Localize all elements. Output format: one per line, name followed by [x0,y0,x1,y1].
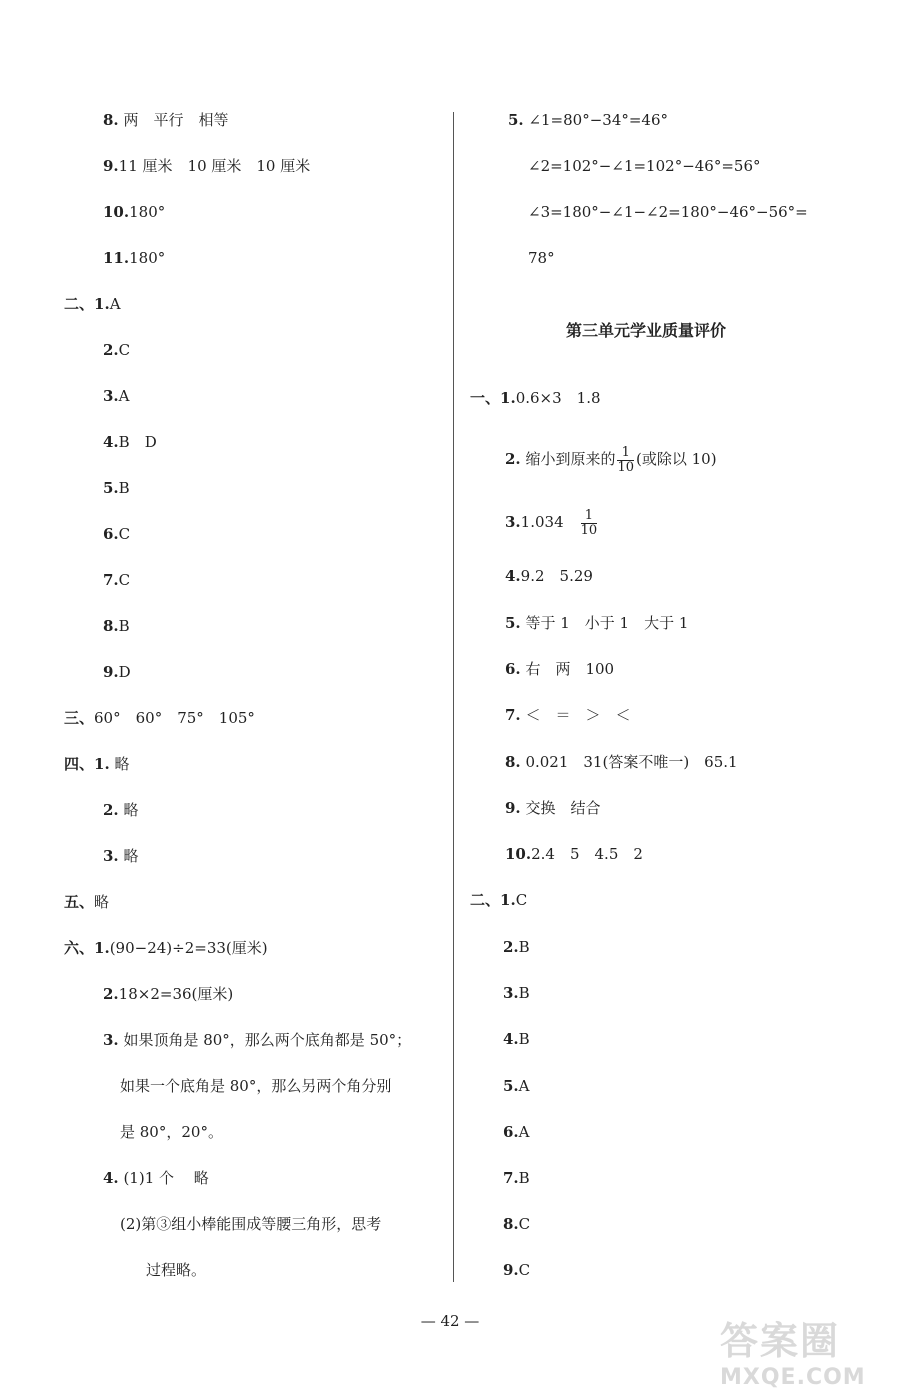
answer-text: 1.034 [520,513,579,531]
item-number: 9. [103,663,119,681]
item-number: 5. [508,111,524,129]
answer-text: ∠2=102°−∠1=102°−46°=56° [528,157,761,175]
section-marker: 五、 [64,893,95,911]
item-number: 9. [103,157,119,175]
answer-text: C [118,341,131,359]
answer-text: ＜ ＝ ＞ ＜ [520,706,631,724]
fraction-numerator: 1 [581,509,598,524]
answer-text: 2.4 5 4.5 2 [531,845,643,863]
item-number: 2. [103,801,119,819]
answer-line [64,938,268,958]
answer-text: C [515,891,528,909]
item-number: 1. [500,891,516,909]
answer-line [103,524,130,544]
answer-text: 等于 1 小于 1 大于 1 [520,614,689,632]
item-number: 9. [503,1261,519,1279]
answer-line [505,613,688,633]
answer-line [103,248,165,268]
answer-line [120,1076,391,1096]
item-number: 9. [505,799,521,817]
answer-text: B [518,938,530,956]
answer-text: 两 平行 相等 [118,111,229,129]
answer-text: C [518,1215,531,1233]
answer-text: A [118,387,130,405]
answer-line [103,478,130,498]
item-number: 2. [505,450,521,468]
answer-text: 9.2 5.29 [520,567,593,585]
answer-line [470,388,601,408]
item-number: 11. [103,249,130,267]
answer-text: C [118,525,131,543]
answer-text: ∠1=80°−34°=46° [523,111,669,129]
column-divider [453,112,454,1282]
section-marker: 六、 [64,939,95,957]
answer-line [505,444,717,475]
answer-text: (1)1 个 略 [118,1169,209,1187]
answer-line [103,984,233,1004]
answer-text: 11 厘米 10 厘米 10 厘米 [118,157,311,175]
answer-line [503,1029,530,1049]
item-number: 3. [503,984,519,1002]
section-marker: 三、 [64,709,95,727]
item-number: 6. [505,660,521,678]
answer-line [103,846,138,866]
answer-line [64,892,109,912]
answer-line [103,386,130,406]
item-number: 4. [103,1169,119,1187]
item-number: 4. [503,1030,519,1048]
answer-text: 如果顶角是 80°，那么两个底角都是 50°； [118,1031,412,1049]
answer-text: 18×2=36(厘米) [118,985,234,1003]
answer-line [505,798,600,818]
answer-line [503,1214,530,1234]
answer-line [505,705,630,725]
answer-line [103,156,310,176]
item-number: 5. [503,1077,519,1095]
answer-line [120,1122,223,1142]
answer-line [103,110,228,130]
answer-line [505,659,614,679]
answer-text: B [118,479,130,497]
section-marker: 四、 [64,755,95,773]
page-number: — 42 — [420,1312,480,1330]
item-number: 1. [94,755,110,773]
answer-line [103,616,130,636]
answer-line [503,937,530,957]
answer-text: 是 80°，20°。 [120,1123,223,1141]
fraction-denominator: 10 [617,459,634,475]
answer-line [528,202,808,222]
section-title: 第三单元学业质量评价 [566,321,727,340]
answer-text: A [518,1077,530,1095]
fraction [617,446,634,475]
answer-line [528,156,761,176]
answer-text: 交换 结合 [520,799,601,817]
answer-text: B [518,1169,530,1187]
item-number: 6. [103,525,119,543]
answer-line [146,1260,206,1280]
item-number: 8. [505,753,521,771]
item-number: 3. [103,1031,119,1049]
answer-text: (2)第③组小棒能围成等腰三角形，思考 [120,1215,382,1233]
answer-text: A [518,1123,530,1141]
item-number: 5. [103,479,119,497]
item-number: 8. [103,617,119,635]
answer-text: B D [118,433,157,451]
answer-text: 缩小到原来的 [520,450,616,468]
answer-line [103,800,138,820]
answer-line [470,890,527,910]
answer-line [103,1168,209,1188]
answer-text: (90−24)÷2=33(厘米) [109,939,268,957]
answer-text: ∠3=180°−∠1−∠2=180°−46°−56°= [528,203,808,221]
item-number: 10. [505,845,532,863]
item-number: 10. [103,203,130,221]
item-number: 7. [503,1169,519,1187]
answer-line [103,662,131,682]
answer-line [528,248,555,268]
answer-line [64,708,255,728]
fraction [581,509,598,538]
section-marker: 二、 [470,891,501,909]
fraction-numerator: 1 [617,446,634,461]
answer-text: 右 两 100 [520,660,615,678]
answer-text: B [118,617,130,635]
answer-text: B [518,1030,530,1048]
answer-text: B [518,984,530,1002]
section-marker: 一、 [470,389,501,407]
answer-text: 60° 60° 75° 105° [94,709,255,727]
item-number: 2. [503,938,519,956]
answer-line [503,1122,530,1142]
answer-line [64,294,121,314]
answer-line [503,983,530,1003]
answer-text: (或除以 10) [636,450,717,468]
answer-text: 略 [109,755,130,773]
item-number: 1. [500,389,516,407]
answer-text: D [118,663,131,681]
answer-text: 过程略。 [146,1261,207,1279]
item-number: 2. [103,341,119,359]
item-number: 3. [103,387,119,405]
answer-line [505,752,738,772]
item-number: 3. [505,513,521,531]
answer-line [64,754,129,774]
item-number: 7. [505,706,521,724]
answer-line [103,1030,411,1050]
item-number: 7. [103,571,119,589]
answer-text: 如果一个底角是 80°，那么另两个角分别 [120,1077,392,1095]
answer-line [103,432,157,452]
watermark-logo [720,1310,892,1390]
answer-text: C [518,1261,531,1279]
item-number: 5. [505,614,521,632]
answer-text: 0.021 31(答案不唯一) 65.1 [520,753,738,771]
answer-line [103,340,130,360]
answer-line [503,1076,530,1096]
answer-text: 0.6×3 1.8 [515,389,601,407]
answer-line [503,1260,530,1280]
answer-line [103,202,165,222]
watermark-text: 答案圈 [720,1319,841,1363]
item-number: 1. [94,939,110,957]
answer-text: 略 [118,847,139,865]
answer-text: 180° [129,203,166,221]
answer-text: A [109,295,121,313]
section-marker: 二、 [64,295,95,313]
answer-text: 78° [528,249,555,267]
item-number: 8. [103,111,119,129]
item-number: 1. [94,295,110,313]
item-number: 8. [503,1215,519,1233]
answer-line [505,844,643,864]
item-number: 4. [103,433,119,451]
fraction-denominator: 10 [580,522,598,538]
item-number: 2. [103,985,119,1003]
item-number: 4. [505,567,521,585]
answer-line [120,1214,381,1234]
answer-line [503,1168,530,1188]
answer-line [505,566,593,586]
watermark-url: MXQE.COM [720,1365,866,1390]
answer-line [103,570,130,590]
answer-text: 略 [118,801,139,819]
answer-text: 略 [94,893,110,911]
item-number: 6. [503,1123,519,1141]
answer-text: C [118,571,131,589]
item-number: 3. [103,847,119,865]
answer-line [508,110,668,130]
answer-line [505,507,599,538]
answer-text: 180° [129,249,166,267]
